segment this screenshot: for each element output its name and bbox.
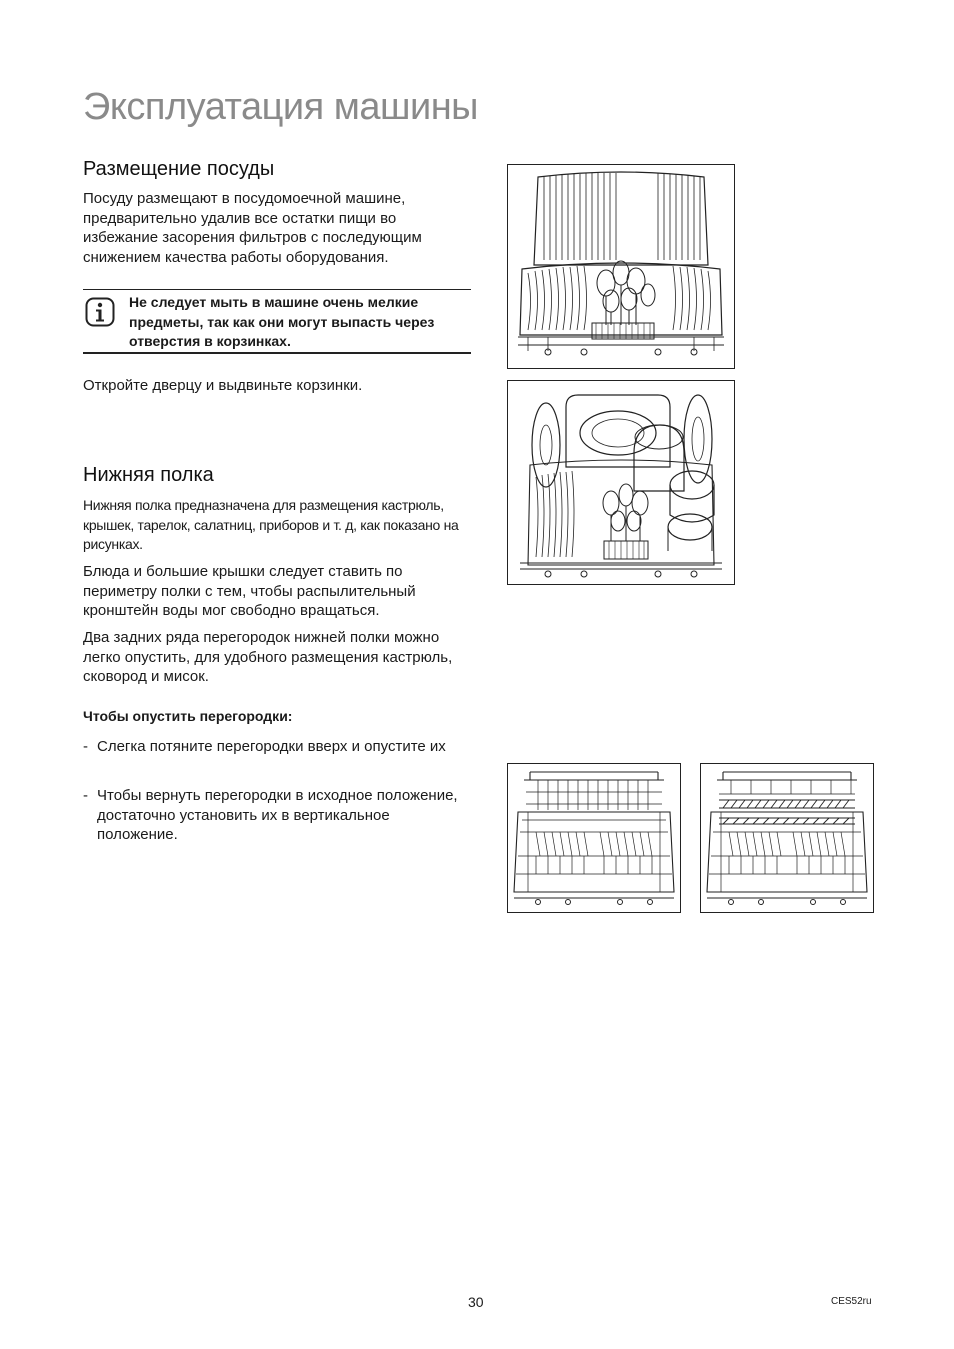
info-note-text: Не следует мыть в машине очень мелкие предметы, так как они могут выпасть через отверстия в корзинках. (129, 294, 435, 349)
bullet-text: Чтобы вернуть перегородки в исходное положение, достаточно установить их в вертикальное положение. (97, 787, 458, 843)
bullet-dash: - (83, 787, 88, 804)
info-note (83, 289, 471, 354)
figure-basket-dividers-down (700, 763, 874, 913)
lower-rack-paragraph-2: Блюда и большие крышки следует ставить по периметру полки с тем, чтобы распылительный кронштейн воды мог свободно вращаться. (83, 563, 416, 619)
lower-rack-paragraph-1: Нижняя полка предназначена для размещения кастрюль, крышек, тарелок, салатниц, приборов и т. д, как показано на рисунках. (83, 497, 459, 552)
page-title: Эксплуатация машины (83, 86, 478, 128)
figure-basket-dividers-up (507, 763, 681, 913)
figure-lower-basket-plates (507, 164, 735, 369)
info-icon (85, 297, 115, 327)
document-code: CES52ru (831, 1296, 872, 1307)
lower-rack-paragraph-3: Два задних ряда перегородок нижней полки можно легко опустить, для удобного размещения кастрюль, сковород и мисок. (83, 629, 453, 685)
list-item (83, 737, 473, 757)
placement-paragraph: Посуду размещают в посудомоечной машине, предварительно удалив все остатки пищи во избежание засорения фильтров с последующим снижением качества работы оборудования. (83, 190, 422, 266)
open-door-text: Откройте дверцу и выдвиньте корзинки. (83, 377, 363, 394)
bullet-text: Слегка потяните перегородки вверх и опустите их (97, 738, 446, 755)
section-heading-placement: Размещение посуды (83, 158, 275, 180)
bullet-dash: - (83, 738, 88, 755)
section-heading-lower-rack: Нижняя полка (83, 464, 214, 486)
page-number: 30 (468, 1294, 484, 1310)
lower-dividers-subheading: Чтобы опустить перегородки: (83, 708, 293, 724)
figure-lower-basket-pots (507, 380, 735, 585)
list-item (83, 786, 473, 845)
